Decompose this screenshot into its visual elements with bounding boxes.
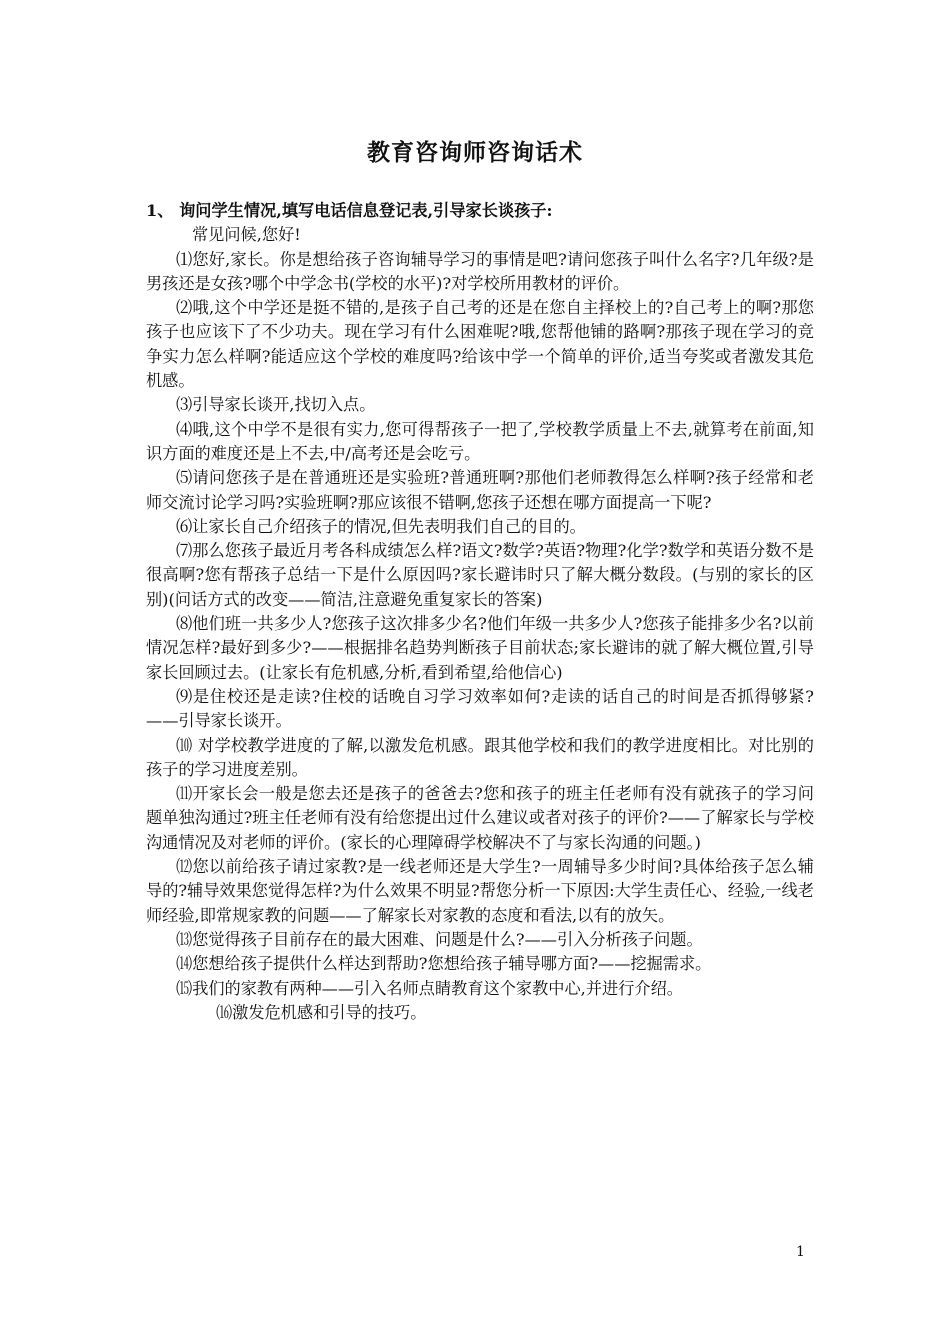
paragraph-10: ⑽ 对学校教学进度的了解,以激发危机感。跟其他学校和我们的教学进度相比。对比别的孩子的学习进度差别。: [146, 735, 814, 779]
paragraph-14: ⒁您想给孩子提供什么样达到帮助?您想给孩子辅导哪方面?——挖掘需求。: [176, 954, 712, 974]
paragraph-13: ⒀您觉得孩子目前存在的最大困难、问题是什么?——引入分析孩子问题。: [176, 929, 703, 949]
paragraph-4: ⑷哦,这个中学不是很有实力,您可得帮孩子一把了,学校教学质量上不去,就算考在前面,知识方面的难度还是上不去,中/高考还是会吃亏。: [146, 419, 814, 463]
page-number: 1: [796, 1244, 805, 1260]
paragraph-2: ⑵哦,这个中学还是挺不错的,是孩子自己考的还是在您自主择校上的?自己考上的啊?那您孩子也应该下了不少功夫。现在学习有什么困难呢?哦,您帮他铺的路啊?那孩子现在学习的竞争实力怎么样啊?能适应这个学校的难度吗?给该中学一个简单的评价,适当夸奖或者激发其危机感。: [146, 298, 814, 391]
document-title: 教育咨询师咨询话术: [367, 139, 583, 166]
greeting-line: 常见问候,您好!: [192, 225, 301, 245]
section-heading: 1、 询问学生情况,填写电话信息登记表,引导家长谈孩子:: [146, 201, 553, 220]
paragraph-11: ⑾开家长会一般是您去还是孩子的爸爸去?您和孩子的班主任老师有没有就孩子的学习问题单独沟通过?班主任老师有没有给您提出过什么建议或者对孩子的评价?——了解家长与学校沟通情况及对老师的评价。(家长的心理障碍学校解决不了与家长沟通的问题。): [146, 784, 814, 852]
paragraph-5: ⑸请问您孩子是在普通班还是实验班?普通班啊?那他们老师教得怎么样啊?孩子经常和老师交流讨论学习吗?实验班啊?那应该很不错啊,您孩子还想在哪方面提高一下呢?: [146, 468, 814, 512]
paragraph-1: ⑴您好,家长。你是想给孩子咨询辅导学习的事情是吧?请问您孩子叫什么名字?几年级?是男孩还是女孩?哪个中学念书(学校的水平)?对学校所用教材的评价。: [146, 249, 814, 293]
paragraph-15: ⒂我们的家教有两种——引入名师点睛教育这个家教中心,并进行介绍。: [176, 978, 683, 998]
document-body: [146, 199, 814, 1025]
paragraph-3: ⑶引导家长谈开,找切入点。: [176, 395, 376, 415]
paragraph-12: ⑿您以前给孩子请过家教?是一线老师还是大学生?一周辅导多少时间?具体给孩子怎么辅导的?辅导效果您觉得怎样?为什么效果不明显?帮您分析一下原因:大学生责任心、经验,一线老师经验,即常规家教的问题——了解家长对家教的态度和看法,以有的放矢。: [146, 857, 814, 925]
paragraph-16: ⒃激发危机感和引导的技巧。: [216, 1002, 427, 1022]
paragraph-9: ⑼是住校还是走读?住校的话晚自习学习效率如何?走读的话自己的时间是否抓得够紧?——引导家长谈开。: [146, 686, 814, 731]
paragraph-7: ⑺那么您孩子最近月考各科成绩怎么样?语文?数学?英语?物理?化学?数学和英语分数不是很高啊?您有帮孩子总结一下是什么原因吗?家长避讳时只了解大概分数段。(与别的家长的区别)(问话方式的改变——简洁,注意避免重复家长的答案): [146, 541, 814, 609]
paragraph-6: ⑹让家长自己介绍孩子的情况,但先表明我们自己的目的。: [176, 516, 586, 536]
paragraph-8: ⑻他们班一共多少人?您孩子这次排多少名?他们年级一共多少人?您孩子能排多少名?以前情况怎样?最好到多少?——根据排名趋势判断孩子目前状态;家长避讳的就了解大概位置,引导家长回顾过去。(让家长有危机感,分析,看到希望,给他信心): [146, 614, 814, 682]
